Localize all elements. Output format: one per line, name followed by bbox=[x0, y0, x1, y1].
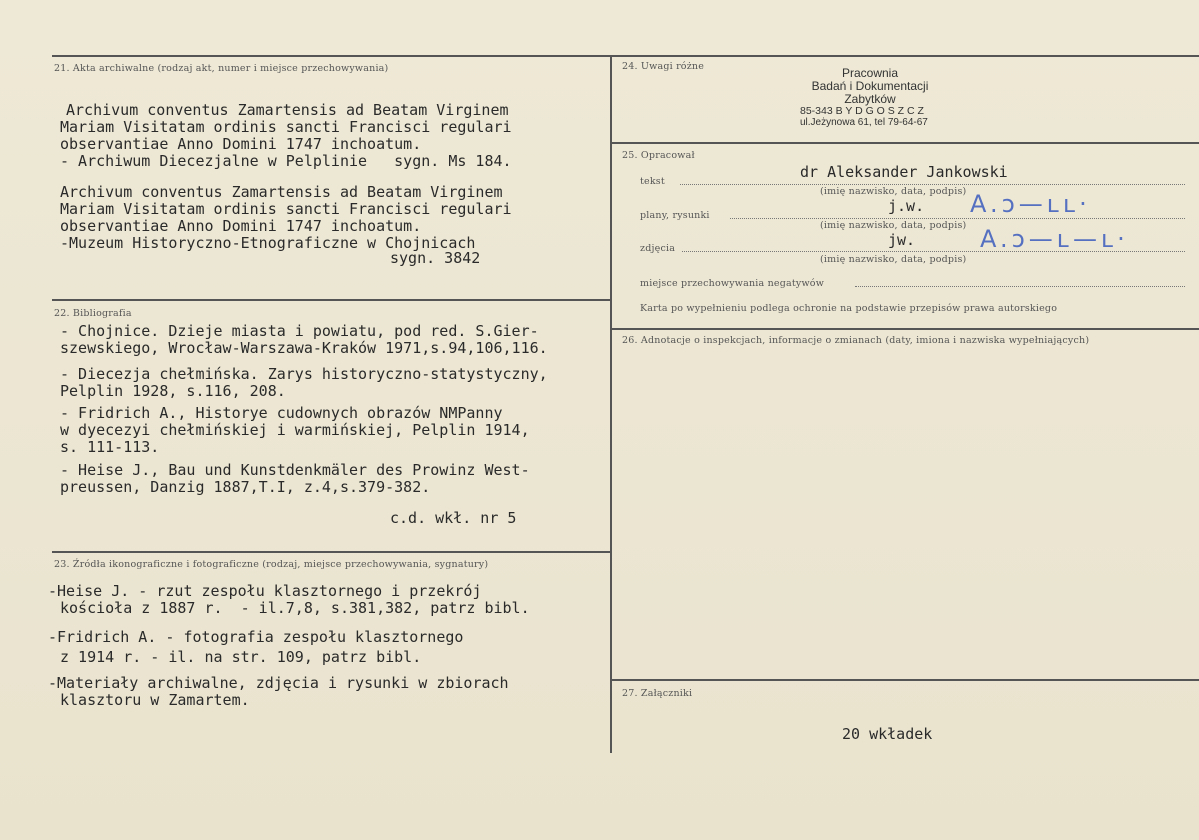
section-22-label: 22. Bibliografia bbox=[54, 308, 132, 319]
section-25-label: 25. Opracował bbox=[622, 150, 695, 161]
section-22-line: w dyecezyi chełmińskiej i warmińskiej, Pelplin 1914, bbox=[60, 421, 530, 439]
rule-21-22 bbox=[52, 299, 612, 301]
section-21-line: -Muzeum Historyczno-Etnograficzne w Chojnicach bbox=[60, 234, 476, 252]
column-divider bbox=[610, 55, 612, 753]
section-22-line: c.d. wkł. nr 5 bbox=[390, 509, 517, 527]
institution-stamp-line: ul.Jeżynowa 61, tel 79-64-67 bbox=[800, 117, 928, 128]
tekst-label: tekst bbox=[640, 176, 665, 187]
section-22-line: s. 111-113. bbox=[60, 438, 160, 456]
institution-stamp-line: Zabytków bbox=[844, 92, 896, 106]
zdjecia-value: jw. bbox=[888, 231, 916, 249]
plany-label: plany, rysunki bbox=[640, 210, 710, 221]
institution-stamp-line: Pracownia bbox=[841, 66, 899, 80]
tekst-hint: (imię nazwisko, data, podpis) bbox=[820, 186, 967, 197]
section-21-line: Mariam Visitatam ordinis sancti Francisci regulari bbox=[60, 118, 512, 136]
section-27-label: 27. Załączniki bbox=[622, 688, 693, 699]
negatywy-label: miejsce przechowywania negatywów bbox=[640, 278, 825, 289]
section-23-line: -Materiały archiwalne, zdjęcia i rysunki w zbiorach bbox=[48, 674, 509, 692]
plany-dotted-line bbox=[730, 218, 1185, 219]
section-23-line: -Heise J. - rzut zespołu klasztornego i przekrój bbox=[48, 582, 482, 600]
section-21-line: Mariam Visitatam ordinis sancti Francisci regulari bbox=[60, 200, 512, 218]
top-rule bbox=[52, 55, 1199, 57]
section-26-label: 26. Adnotacje o inspekcjach, informacje o zmianach (daty, imiona i nazwiska wypełniających) bbox=[622, 335, 1090, 346]
plany-value: j.w. bbox=[888, 197, 925, 215]
section-23-line: -Fridrich A. - fotografia zespołu klasztornego bbox=[48, 628, 464, 646]
section-23-line: klasztoru w Zamartem. bbox=[60, 691, 250, 709]
plany-hint: (imię nazwisko, data, podpis) bbox=[820, 220, 967, 231]
rule-24-25 bbox=[612, 142, 1199, 144]
section-22-line: - Heise J., Bau und Kunstdenkmäler des Prowinz West- bbox=[60, 461, 530, 479]
signature-zdjecia: A.ↄ—ʟ—ʟ· bbox=[980, 225, 1129, 253]
zdjecia-hint: (imię nazwisko, data, podpis) bbox=[820, 254, 967, 265]
section-21-label: 21. Akta archiwalne (rodzaj akt, numer i miejsce przechowywania) bbox=[54, 63, 389, 74]
section-24-label: 24. Uwagi różne bbox=[622, 61, 705, 72]
section-22-line: - Diecezja chełmińska. Zarys historyczno-statystyczny, bbox=[60, 365, 548, 383]
section-22-line: - Fridrich A., Historye cudownych obrazów NMPanny bbox=[60, 404, 503, 422]
section-22-line: Pelplin 1928, s.116, 208. bbox=[60, 382, 286, 400]
section-22-line: - Chojnice. Dzieje miasta i powiatu, pod red. S.Gier- bbox=[60, 322, 539, 340]
signature-plany: A.ↄ—ʟʟ· bbox=[970, 190, 1091, 218]
institution-stamp-line: 85-343 B Y D G O S Z C Z bbox=[800, 105, 924, 117]
section-21-line: observantiae Anno Domini 1747 inchoatum. bbox=[60, 135, 422, 153]
copyright-note: Karta po wypełnieniu podlega ochronie na podstawie przepisów prawa autorskiego bbox=[640, 303, 1058, 314]
section-23-line: kościoła z 1887 r. - il.7,8, s.381,382, patrz bibl. bbox=[60, 599, 530, 617]
attachments-value: 20 wkładek bbox=[842, 725, 933, 743]
rule-22-23 bbox=[52, 551, 612, 553]
rule-25-26 bbox=[612, 328, 1199, 330]
section-21-line: sygn. 3842 bbox=[390, 249, 481, 267]
section-21-line: - Archiwum Diecezjalne w Pelplinie sygn. Ms 184. bbox=[60, 152, 512, 170]
institution-stamp-line: Badań i Dokumentacji bbox=[811, 79, 929, 93]
section-21-line: Archivum conventus Zamartensis ad Beatam Virginem bbox=[60, 183, 503, 201]
section-22-line: preussen, Danzig 1887,T.I, z.4,s.379-382. bbox=[60, 478, 431, 496]
section-22-line: szewskiego, Wrocław-Warszawa-Kraków 1971,s.94,106,116. bbox=[60, 339, 548, 357]
section-21-line: observantiae Anno Domini 1747 inchoatum. bbox=[60, 217, 422, 235]
section-23-label: 23. Źródła ikonograficzne i fotograficzne (rodzaj, miejsce przechowywania, sygnatury) bbox=[54, 559, 489, 570]
section-21-line: Archivum conventus Zamartensis ad Beatam Virginem bbox=[66, 101, 509, 119]
section-23-line: z 1914 r. - il. na str. 109, patrz bibl. bbox=[60, 648, 422, 666]
tekst-dotted-line bbox=[680, 184, 1185, 185]
rule-26-27 bbox=[612, 679, 1199, 681]
tekst-value: dr Aleksander Jankowski bbox=[800, 163, 1008, 181]
zdjecia-label: zdjęcia bbox=[640, 243, 676, 254]
negatywy-dotted-line bbox=[855, 286, 1185, 287]
